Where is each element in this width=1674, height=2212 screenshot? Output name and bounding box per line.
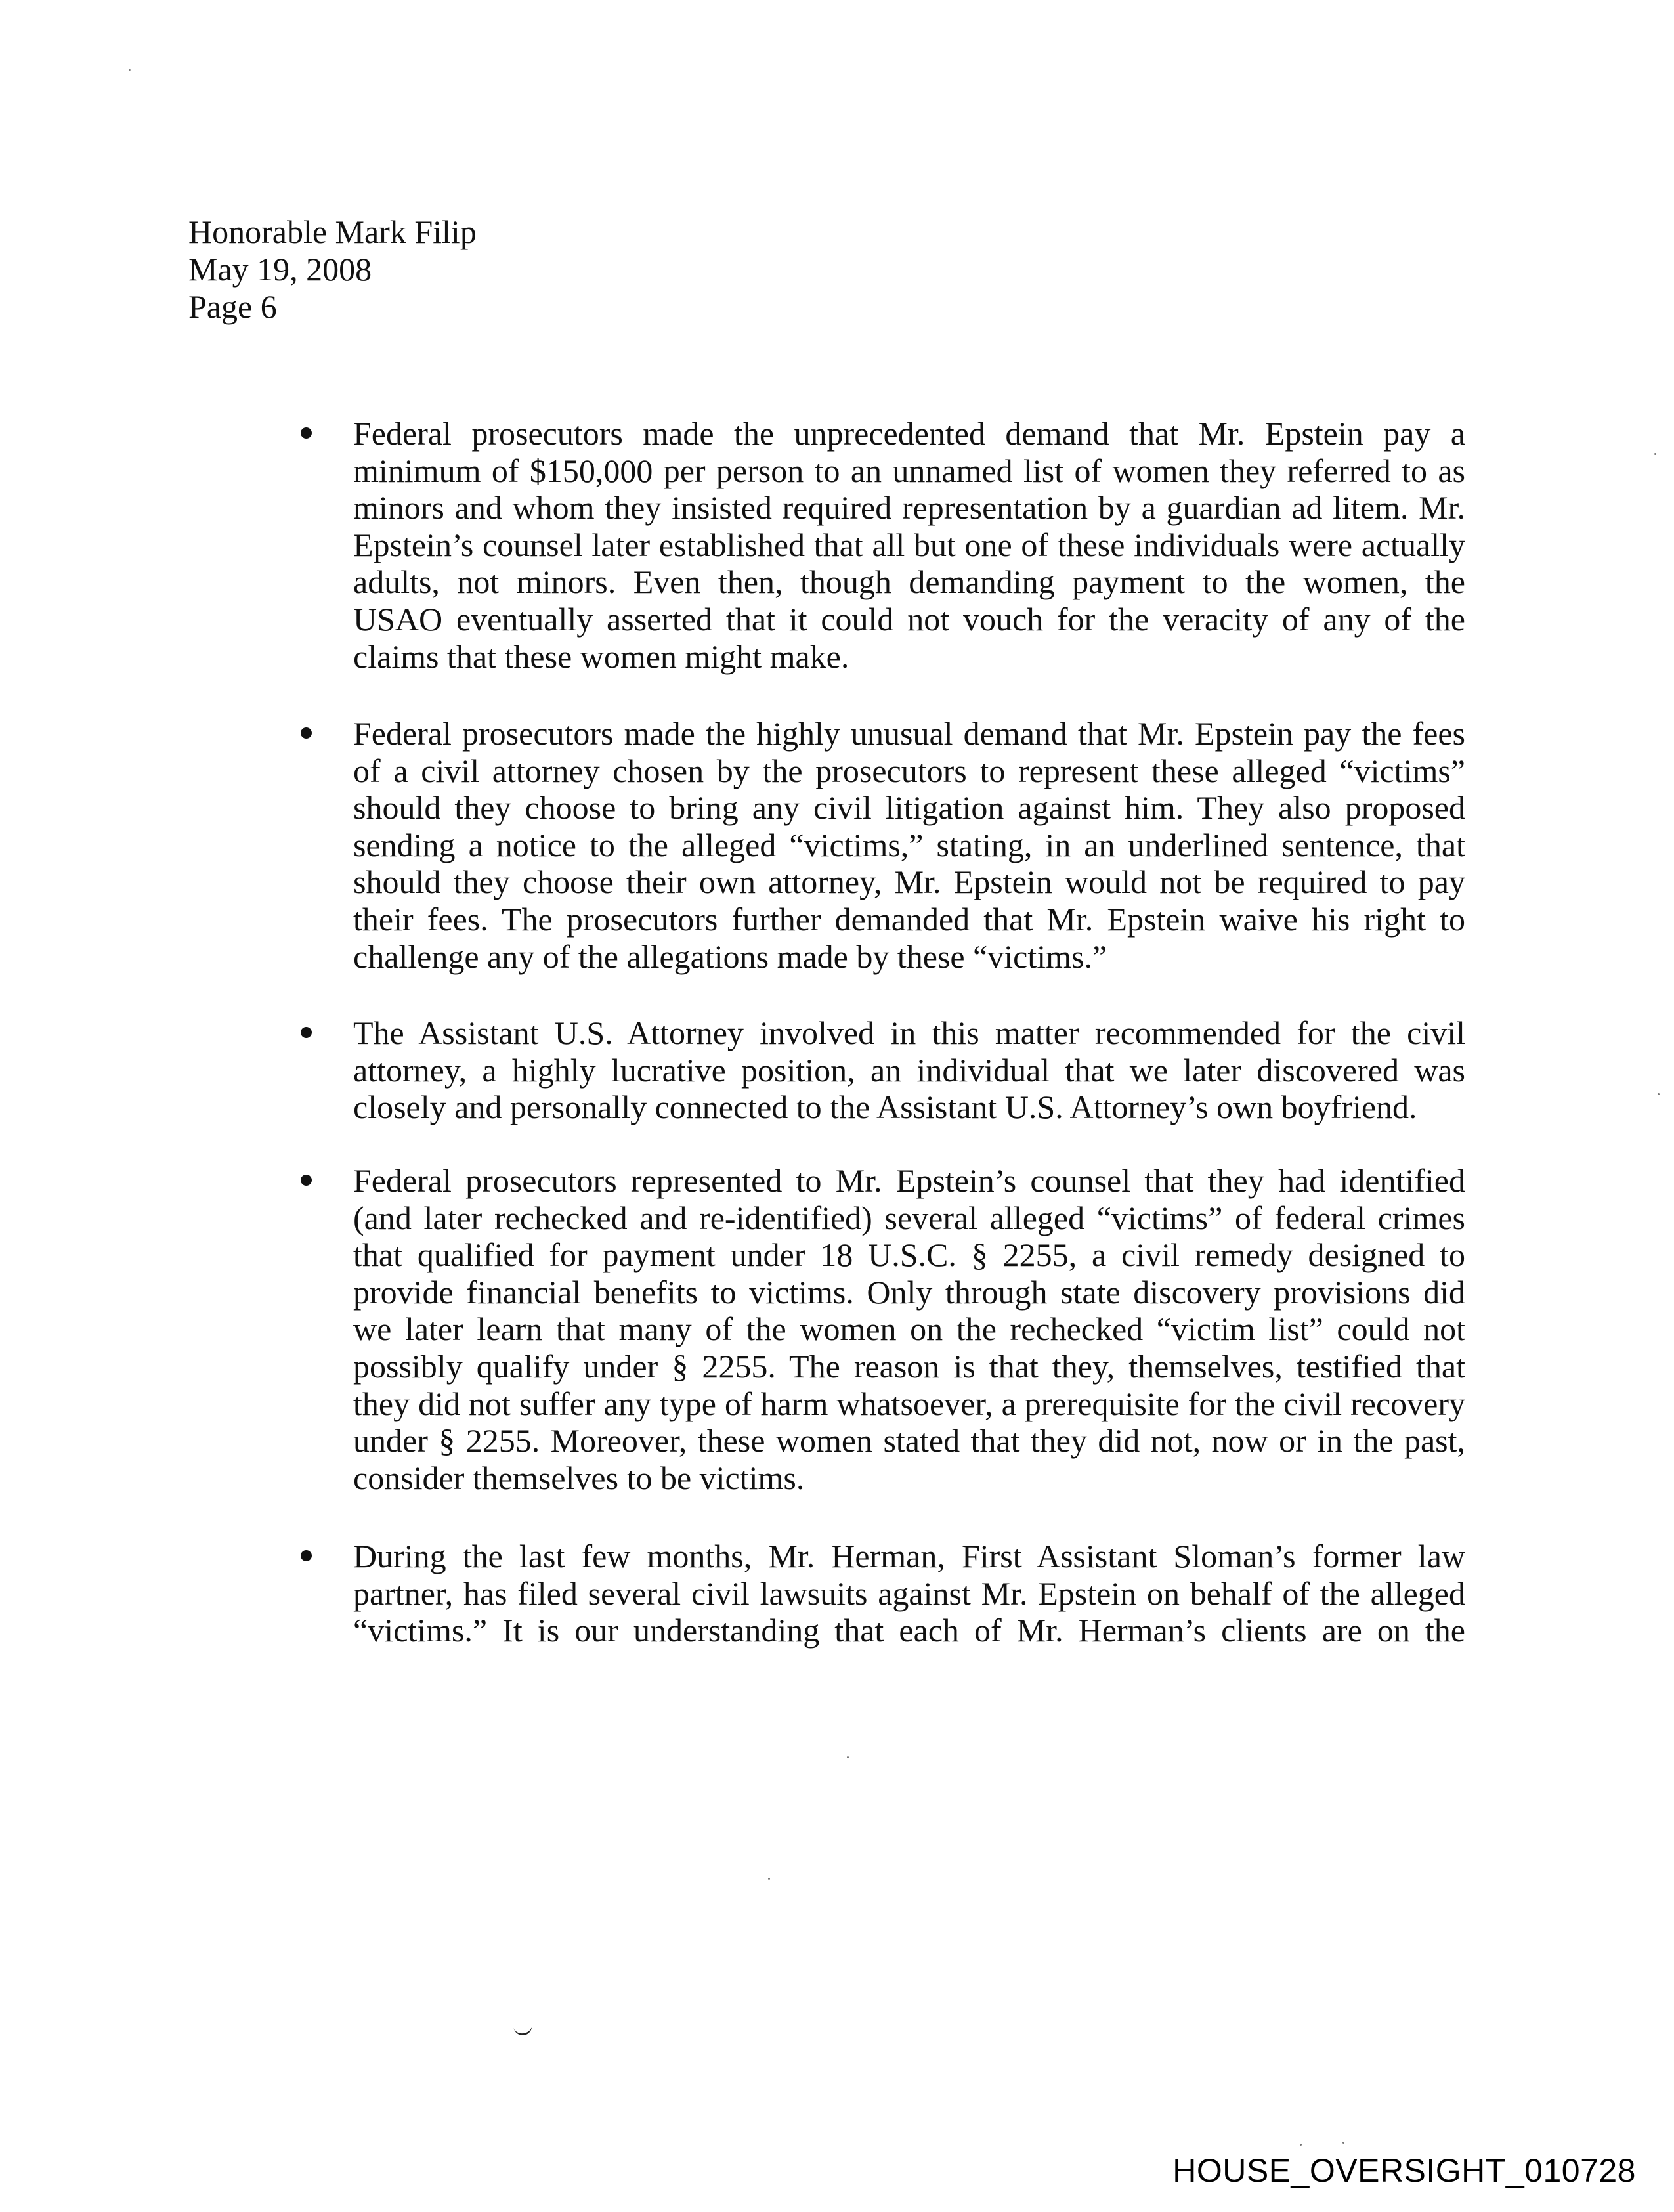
bullet-icon xyxy=(301,1027,312,1038)
bullet-item-civil-attorney-fees xyxy=(353,715,1465,975)
bullet-item-2255-victims xyxy=(353,1162,1465,1496)
bullet-line: minimum of $150,000 per person to an unnamed list of women they referred to as xyxy=(353,452,1465,489)
bullet-line: Federal prosecutors made the unprecedented demand that Mr. Epstein pay a xyxy=(353,415,1465,452)
scan-speck xyxy=(1300,2144,1302,2146)
bullet-line: challenge any of the allegations made by these “victims.” xyxy=(353,938,1107,975)
scan-speck xyxy=(1654,453,1656,455)
scan-mark xyxy=(513,2023,533,2037)
bullet-line: under § 2255. Moreover, these women stated that they did not, now or in the past, xyxy=(353,1422,1465,1460)
bullet-line: During the last few months, Mr. Herman, First Assistant Sloman’s former law xyxy=(353,1538,1465,1574)
bullet-icon xyxy=(301,427,312,439)
bullet-line: USAO eventually asserted that it could not vouch for the veracity of any of the xyxy=(353,600,1465,638)
bullet-line: minors and whom they insisted required representation by a guardian ad litem. Mr. xyxy=(353,489,1465,527)
page-number-line: Page 6 xyxy=(188,288,277,325)
bullet-line: (and later rechecked and re-identified) several alleged “victims” of federal crimes xyxy=(353,1199,1465,1236)
bullet-item-ausa-recommendation xyxy=(353,1014,1465,1126)
bullet-line: sending a notice to the alleged “victims,” stating, in an underlined sentence, that xyxy=(353,826,1465,863)
bullet-line: partner, has filed several civil lawsuits against Mr. Epstein on behalf of the alleged xyxy=(353,1574,1465,1612)
bullet-line: Epstein’s counsel later established that all but one of these individuals were actually xyxy=(353,526,1465,563)
bullet-line: provide financial benefits to victims. Only through state discovery provisions did xyxy=(353,1273,1465,1311)
recipient-line: Honorable Mark Filip xyxy=(188,213,477,250)
letter-header xyxy=(188,213,477,326)
bullet-line: closely and personally connected to the Assistant U.S. Attorney’s own boyfriend. xyxy=(353,1089,1417,1126)
bullet-icon xyxy=(301,1175,312,1186)
bullet-line: adults, not minors. Even then, though demanding payment to the women, the xyxy=(353,563,1465,601)
bullet-line: claims that these women might make. xyxy=(353,638,849,675)
bullet-line: “victims.” It is our understanding that each of Mr. Herman’s clients are on the xyxy=(353,1612,1465,1649)
scan-speck xyxy=(129,69,131,71)
scan-speck xyxy=(768,1878,770,1880)
bullet-item-herman-lawsuits xyxy=(353,1538,1465,1649)
bullet-icon xyxy=(301,727,312,739)
bullet-item-unprecedented-demand xyxy=(353,415,1465,675)
bullet-line: we later learn that many of the women on the rechecked “victim list” could not xyxy=(353,1311,1465,1348)
date-line: May 19, 2008 xyxy=(188,251,372,288)
bullet-line: possibly qualify under § 2255. The reason is that they, themselves, testified that xyxy=(353,1347,1465,1385)
bullet-line: Federal prosecutors made the highly unusual demand that Mr. Epstein pay the fees xyxy=(353,715,1465,752)
scan-speck xyxy=(1342,2142,1344,2144)
bullet-line: should they choose their own attorney, Mr. Epstein would not be required to pay xyxy=(353,863,1465,901)
scan-speck xyxy=(1658,1093,1660,1095)
bullet-line: The Assistant U.S. Attorney involved in this matter recommended for the civil xyxy=(353,1014,1465,1051)
bullet-line: their fees. The prosecutors further demanded that Mr. Epstein waive his right to xyxy=(353,900,1465,938)
bullet-line: they did not suffer any type of harm whatsoever, a prerequisite for the civil recovery xyxy=(353,1385,1465,1422)
bullet-line: of a civil attorney chosen by the prosecutors to represent these alleged “victims” xyxy=(353,752,1465,789)
bullet-line: attorney, a highly lucrative position, an individual that we later discovered was xyxy=(353,1051,1465,1089)
bullet-line: consider themselves to be victims. xyxy=(353,1459,805,1496)
bullet-icon xyxy=(301,1550,312,1561)
bates-number: HOUSE_OVERSIGHT_010728 xyxy=(1172,2152,1636,2189)
bullet-line: should they choose to bring any civil litigation against him. They also proposed xyxy=(353,789,1465,827)
bullet-line: that qualified for payment under 18 U.S.C. § 2255, a civil remedy designed to xyxy=(353,1236,1465,1274)
bullet-line: Federal prosecutors represented to Mr. Epstein’s counsel that they had identified xyxy=(353,1162,1465,1199)
scan-speck xyxy=(847,1756,849,1758)
